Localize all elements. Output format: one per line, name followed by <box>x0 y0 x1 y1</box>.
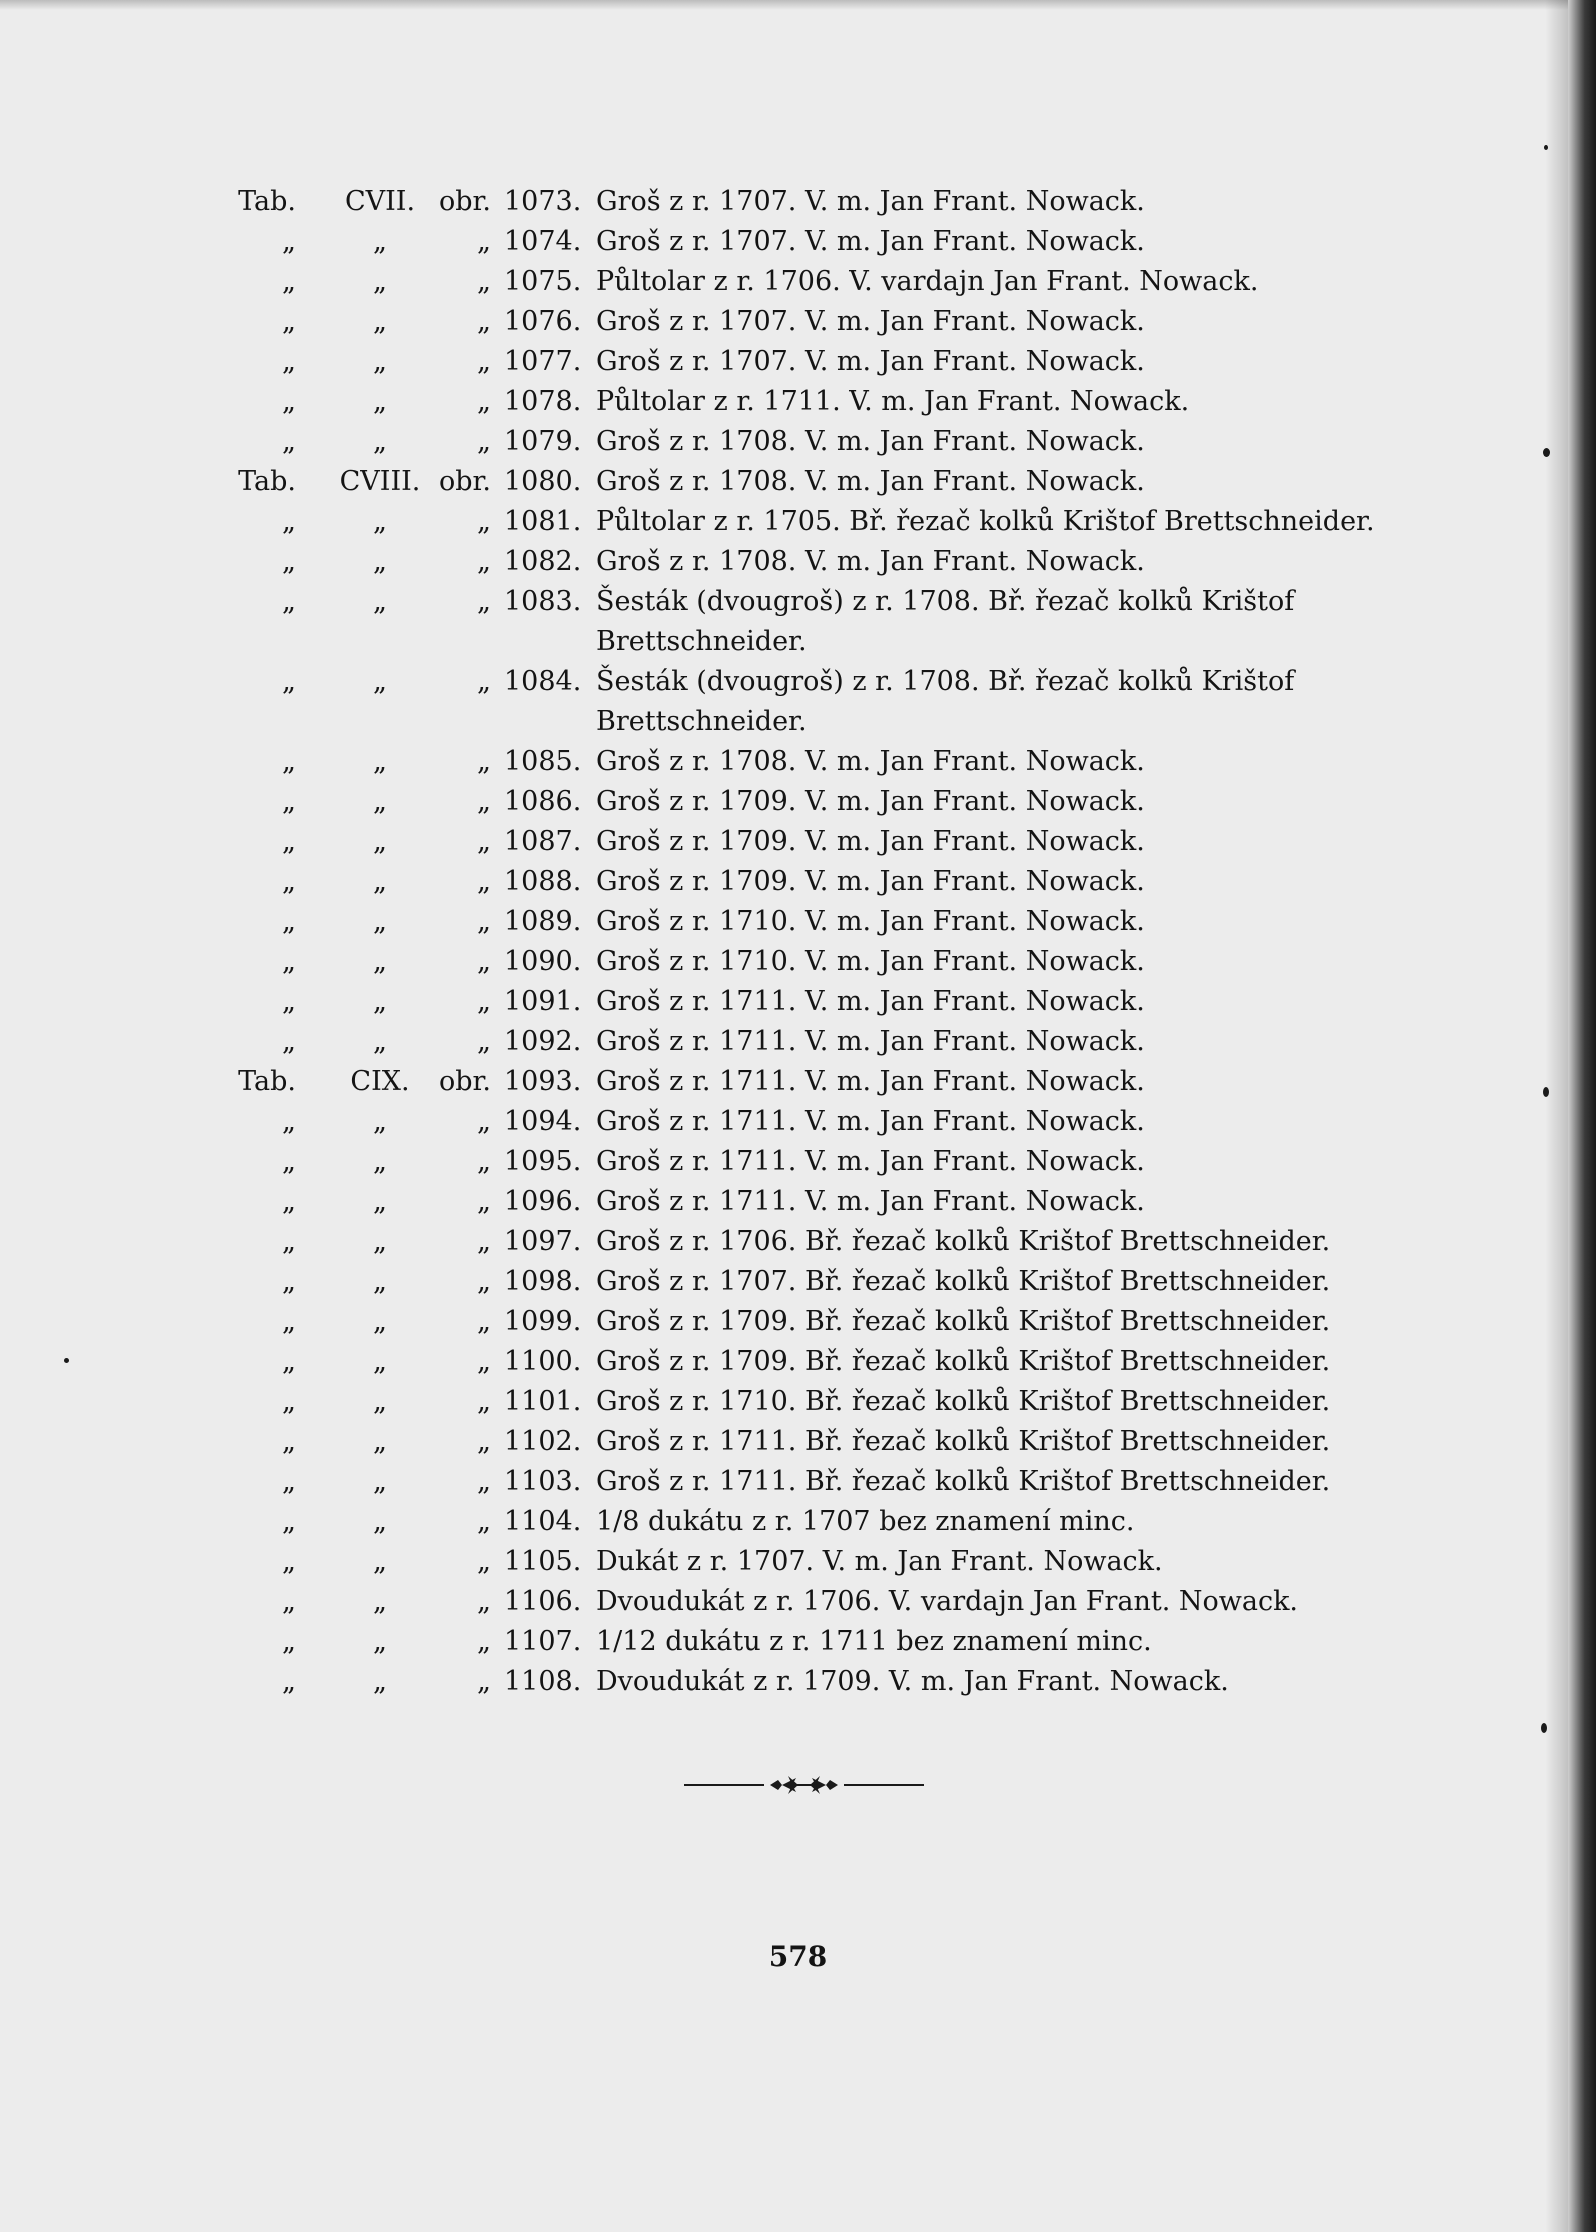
coin-description: Groš z r. 1706. Bř. řezač kolků Krištof Brettschneider. <box>596 1226 1331 1257</box>
plate-label: „ <box>282 1586 296 1617</box>
item-number: 1073. <box>504 186 582 217</box>
obverse-label: „ <box>477 1106 491 1137</box>
coin-description: Groš z r. 1708. V. m. Jan Frant. Nowack. <box>596 466 1145 497</box>
plate-label: „ <box>282 666 296 697</box>
obverse-label: „ <box>477 1266 491 1297</box>
table-number: „ <box>373 1466 387 1497</box>
catalog-row <box>0 422 1596 462</box>
item-number: 1097. <box>504 1226 582 1257</box>
scan-speck <box>1543 1087 1549 1097</box>
table-number: „ <box>373 1346 387 1377</box>
obverse-label: „ <box>477 226 491 257</box>
table-number: „ <box>373 826 387 857</box>
catalog-row <box>0 862 1596 902</box>
obverse-label: obr. <box>438 186 491 217</box>
table-number: „ <box>373 866 387 897</box>
scan-speck <box>1544 145 1548 150</box>
plate-label: „ <box>282 1226 296 1257</box>
item-number: 1093. <box>504 1066 582 1097</box>
item-number: 1077. <box>504 346 582 377</box>
coin-description: Půltolar z r. 1705. Bř. řezač kolků Krištof Brettschneider. <box>596 506 1375 537</box>
catalog-row <box>0 1222 1596 1262</box>
obverse-label: „ <box>477 1306 491 1337</box>
coin-description: Groš z r. 1710. Bř. řezač kolků Krištof Brettschneider. <box>596 1386 1331 1417</box>
catalog-row <box>0 1182 1596 1222</box>
obverse-label: „ <box>477 506 491 537</box>
table-number: „ <box>373 1266 387 1297</box>
plate-label: „ <box>282 226 296 257</box>
catalog-row <box>0 662 1596 742</box>
table-number: „ <box>373 1026 387 1057</box>
item-number: 1098. <box>504 1266 582 1297</box>
coin-description: Šesták (dvougroš) z r. 1708. Bř. řezač kolků Krištof Brettschneider. <box>596 666 1295 737</box>
plate-label: „ <box>282 1266 296 1297</box>
coin-description: Groš z r. 1709. V. m. Jan Frant. Nowack. <box>596 786 1145 817</box>
table-number: CVII. <box>344 186 416 217</box>
item-number: 1083. <box>504 586 582 617</box>
coin-description: Groš z r. 1711. V. m. Jan Frant. Nowack. <box>596 1106 1145 1137</box>
catalog-row <box>0 222 1596 262</box>
table-number: „ <box>373 226 387 257</box>
coin-description: Groš z r. 1708. V. m. Jan Frant. Nowack. <box>596 746 1145 777</box>
table-number: „ <box>373 1386 387 1417</box>
plate-label: Tab. <box>238 1066 296 1097</box>
catalog-row <box>0 182 1596 222</box>
obverse-label: „ <box>477 386 491 417</box>
obverse-label: „ <box>477 1666 491 1697</box>
scan-speck <box>1543 448 1550 457</box>
obverse-label: „ <box>477 826 491 857</box>
item-number: 1101. <box>504 1386 582 1417</box>
catalog-row <box>0 502 1596 542</box>
catalog-row <box>0 1062 1596 1102</box>
coin-description: Groš z r. 1707. Bř. řezač kolků Krištof Brettschneider. <box>596 1266 1331 1297</box>
item-number: 1105. <box>504 1546 582 1577</box>
obverse-label: „ <box>477 586 491 617</box>
coin-description: Groš z r. 1707. V. m. Jan Frant. Nowack. <box>596 226 1145 257</box>
item-number: 1092. <box>504 1026 582 1057</box>
plate-label: „ <box>282 866 296 897</box>
plate-label: „ <box>282 1466 296 1497</box>
plate-label: „ <box>282 1106 296 1137</box>
coin-description: Dvoudukát z r. 1709. V. m. Jan Frant. Nowack. <box>596 1666 1229 1697</box>
coin-description: Šesták (dvougroš) z r. 1708. Bř. řezač kolků Krištof Brettschneider. <box>596 586 1295 657</box>
item-number: 1085. <box>504 746 582 777</box>
table-number: „ <box>373 306 387 337</box>
item-number: 1094. <box>504 1106 582 1137</box>
plate-label: „ <box>282 1386 296 1417</box>
obverse-label: „ <box>477 1586 491 1617</box>
item-number: 1104. <box>504 1506 582 1537</box>
item-number: 1100. <box>504 1346 582 1377</box>
item-number: 1074. <box>504 226 582 257</box>
catalog-row <box>0 1302 1596 1342</box>
item-number: 1079. <box>504 426 582 457</box>
plate-label: „ <box>282 546 296 577</box>
obverse-label: „ <box>477 906 491 937</box>
coin-description: Groš z r. 1707. V. m. Jan Frant. Nowack. <box>596 186 1145 217</box>
obverse-label: „ <box>477 1346 491 1377</box>
table-number: „ <box>373 1586 387 1617</box>
obverse-label: „ <box>477 1386 491 1417</box>
catalog-row <box>0 302 1596 342</box>
table-number: „ <box>373 346 387 377</box>
catalog-row <box>0 742 1596 782</box>
obverse-label: „ <box>477 946 491 977</box>
item-number: 1082. <box>504 546 582 577</box>
ornament-divider <box>684 1770 924 1800</box>
obverse-label: obr. <box>438 1066 491 1097</box>
item-number: 1096. <box>504 1186 582 1217</box>
item-number: 1091. <box>504 986 582 1017</box>
coin-description: Groš z r. 1709. Bř. řezač kolků Krištof Brettschneider. <box>596 1346 1331 1377</box>
coin-description: 1/8 dukátu z r. 1707 bez znamení minc. <box>596 1506 1135 1537</box>
table-number: „ <box>373 426 387 457</box>
plate-label: „ <box>282 826 296 857</box>
catalog-row <box>0 942 1596 982</box>
obverse-label: „ <box>477 1026 491 1057</box>
coin-description: Groš z r. 1711. V. m. Jan Frant. Nowack. <box>596 1186 1145 1217</box>
item-number: 1081. <box>504 506 582 537</box>
obverse-label: „ <box>477 1146 491 1177</box>
obverse-label: „ <box>477 546 491 577</box>
table-number: „ <box>373 586 387 617</box>
coin-description: Groš z r. 1711. V. m. Jan Frant. Nowack. <box>596 986 1145 1017</box>
catalog-row <box>0 1582 1596 1622</box>
plate-label: „ <box>282 1346 296 1377</box>
table-number: „ <box>373 1506 387 1537</box>
obverse-label: „ <box>477 1426 491 1457</box>
coin-description: Dvoudukát z r. 1706. V. vardajn Jan Frant. Nowack. <box>596 1586 1299 1617</box>
coin-description: Groš z r. 1707. V. m. Jan Frant. Nowack. <box>596 346 1145 377</box>
item-number: 1099. <box>504 1306 582 1337</box>
catalog-row <box>0 1502 1596 1542</box>
catalog-row <box>0 782 1596 822</box>
coin-description: 1/12 dukátu z r. 1711 bez znamení minc. <box>596 1626 1152 1657</box>
coin-description: Půltolar z r. 1706. V. vardajn Jan Frant. Nowack. <box>596 266 1259 297</box>
obverse-label: „ <box>477 866 491 897</box>
table-number: „ <box>373 1306 387 1337</box>
plate-label: „ <box>282 946 296 977</box>
coin-description: Groš z r. 1711. V. m. Jan Frant. Nowack. <box>596 1066 1145 1097</box>
table-number: „ <box>373 546 387 577</box>
catalog-row <box>0 582 1596 662</box>
catalog-row <box>0 982 1596 1022</box>
table-number: „ <box>373 1106 387 1137</box>
coin-description: Groš z r. 1707. V. m. Jan Frant. Nowack. <box>596 306 1145 337</box>
catalog-row <box>0 462 1596 502</box>
obverse-label: obr. <box>438 466 491 497</box>
coin-description: Groš z r. 1710. V. m. Jan Frant. Nowack. <box>596 906 1145 937</box>
table-number: „ <box>373 266 387 297</box>
page-top-edge <box>0 0 1596 10</box>
table-number: „ <box>373 986 387 1017</box>
coin-description: Groš z r. 1708. V. m. Jan Frant. Nowack. <box>596 546 1145 577</box>
plate-label: „ <box>282 1546 296 1577</box>
item-number: 1103. <box>504 1466 582 1497</box>
catalog-row <box>0 1142 1596 1182</box>
plate-label: „ <box>282 506 296 537</box>
catalog-row <box>0 262 1596 302</box>
catalog-row <box>0 1662 1596 1702</box>
plate-label: „ <box>282 426 296 457</box>
scan-speck <box>1541 1723 1547 1733</box>
coin-description: Groš z r. 1709. V. m. Jan Frant. Nowack. <box>596 866 1145 897</box>
catalog-row <box>0 1542 1596 1582</box>
catalog-row <box>0 1462 1596 1502</box>
plate-label: „ <box>282 346 296 377</box>
obverse-label: „ <box>477 666 491 697</box>
coin-catalog-list <box>0 182 1596 1702</box>
obverse-label: „ <box>477 1506 491 1537</box>
catalog-row <box>0 382 1596 422</box>
plate-label: „ <box>282 586 296 617</box>
item-number: 1078. <box>504 386 582 417</box>
plate-label: „ <box>282 786 296 817</box>
catalog-row <box>0 1422 1596 1462</box>
item-number: 1090. <box>504 946 582 977</box>
item-number: 1095. <box>504 1146 582 1177</box>
obverse-label: „ <box>477 786 491 817</box>
plate-label: „ <box>282 986 296 1017</box>
item-number: 1076. <box>504 306 582 337</box>
catalog-row <box>0 1622 1596 1662</box>
plate-label: Tab. <box>238 186 296 217</box>
obverse-label: „ <box>477 1626 491 1657</box>
coin-description: Půltolar z r. 1711. V. m. Jan Frant. Nowack. <box>596 386 1190 417</box>
table-number: „ <box>373 1146 387 1177</box>
item-number: 1102. <box>504 1426 582 1457</box>
catalog-row <box>0 1102 1596 1142</box>
table-number: „ <box>373 906 387 937</box>
plate-label: „ <box>282 1506 296 1537</box>
catalog-row <box>0 1262 1596 1302</box>
obverse-label: „ <box>477 986 491 1017</box>
plate-label: „ <box>282 306 296 337</box>
table-number: „ <box>373 386 387 417</box>
plate-label: „ <box>282 1186 296 1217</box>
plate-label: „ <box>282 1626 296 1657</box>
catalog-row <box>0 1022 1596 1062</box>
coin-description: Groš z r. 1708. V. m. Jan Frant. Nowack. <box>596 426 1145 457</box>
ornament-fleuron <box>770 1776 838 1794</box>
table-number: „ <box>373 1626 387 1657</box>
coin-description: Groš z r. 1711. V. m. Jan Frant. Nowack. <box>596 1026 1145 1057</box>
table-number: „ <box>373 746 387 777</box>
table-number: „ <box>373 1186 387 1217</box>
obverse-label: „ <box>477 1546 491 1577</box>
obverse-label: „ <box>477 266 491 297</box>
table-number: „ <box>373 1546 387 1577</box>
item-number: 1108. <box>504 1666 582 1697</box>
catalog-row <box>0 902 1596 942</box>
plate-label: Tab. <box>238 466 296 497</box>
item-number: 1107. <box>504 1626 582 1657</box>
table-number: „ <box>373 786 387 817</box>
item-number: 1084. <box>504 666 582 697</box>
item-number: 1106. <box>504 1586 582 1617</box>
obverse-label: „ <box>477 426 491 457</box>
table-number: „ <box>373 1426 387 1457</box>
obverse-label: „ <box>477 1466 491 1497</box>
coin-description: Groš z r. 1709. Bř. řezač kolků Krištof Brettschneider. <box>596 1306 1331 1337</box>
plate-label: „ <box>282 1306 296 1337</box>
coin-description: Groš z r. 1711. V. m. Jan Frant. Nowack. <box>596 1146 1145 1177</box>
item-number: 1088. <box>504 866 582 897</box>
item-number: 1089. <box>504 906 582 937</box>
obverse-label: „ <box>477 746 491 777</box>
table-number: „ <box>373 666 387 697</box>
coin-description: Groš z r. 1711. Bř. řezač kolků Krištof Brettschneider. <box>596 1426 1331 1457</box>
catalog-row <box>0 1382 1596 1422</box>
coin-description: Groš z r. 1711. Bř. řezač kolků Krištof Brettschneider. <box>596 1466 1331 1497</box>
table-number: „ <box>373 506 387 537</box>
table-number: CIX. <box>350 1066 410 1097</box>
plate-label: „ <box>282 1666 296 1697</box>
catalog-row <box>0 542 1596 582</box>
plate-label: „ <box>282 386 296 417</box>
item-number: 1086. <box>504 786 582 817</box>
item-number: 1080. <box>504 466 582 497</box>
page-number: 578 <box>768 1940 828 1973</box>
plate-label: „ <box>282 1146 296 1177</box>
item-number: 1075. <box>504 266 582 297</box>
table-number: „ <box>373 946 387 977</box>
table-number: „ <box>373 1666 387 1697</box>
catalog-row <box>0 822 1596 862</box>
plate-label: „ <box>282 1026 296 1057</box>
plate-label: „ <box>282 746 296 777</box>
table-number: „ <box>373 1226 387 1257</box>
plate-label: „ <box>282 906 296 937</box>
obverse-label: „ <box>477 306 491 337</box>
obverse-label: „ <box>477 1226 491 1257</box>
catalog-row <box>0 1342 1596 1382</box>
obverse-label: „ <box>477 346 491 377</box>
plate-label: „ <box>282 1426 296 1457</box>
plate-label: „ <box>282 266 296 297</box>
obverse-label: „ <box>477 1186 491 1217</box>
scan-speck <box>64 1358 69 1363</box>
catalog-row <box>0 342 1596 382</box>
table-number: CVIII. <box>339 466 421 497</box>
coin-description: Groš z r. 1709. V. m. Jan Frant. Nowack. <box>596 826 1145 857</box>
item-number: 1087. <box>504 826 582 857</box>
coin-description: Groš z r. 1710. V. m. Jan Frant. Nowack. <box>596 946 1145 977</box>
coin-description: Dukát z r. 1707. V. m. Jan Frant. Nowack. <box>596 1546 1163 1577</box>
